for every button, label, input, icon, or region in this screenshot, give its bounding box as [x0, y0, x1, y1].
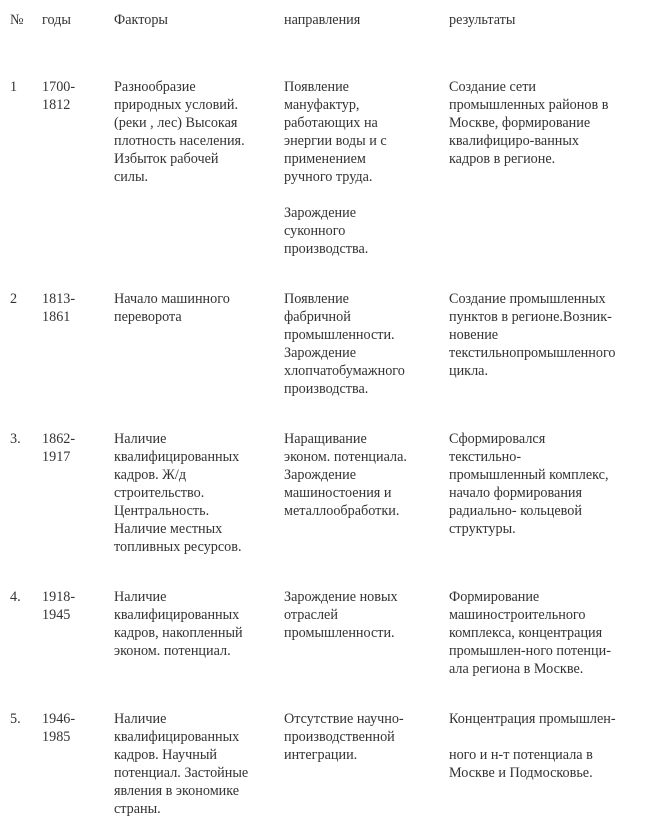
row-num: 2: [10, 291, 18, 307]
row-directions: Зарождение новых отраслей промышленности.: [284, 589, 398, 641]
header-factors: Факторы: [114, 12, 168, 28]
row-years: 1862- 1917: [42, 431, 76, 465]
row-years: 1946- 1985: [42, 711, 76, 745]
row-directions: Отсутствие научно- производственной интеграции.: [284, 711, 404, 763]
row-years: 1700- 1812: [42, 79, 76, 113]
row-results: Сформировался текстильно- промышленный комплекс, начало формирования радиально- кольцевой структуры.: [449, 431, 609, 537]
row-factors: Наличие квалифицированных кадров. Научный потенциал. Застойные явления в экономике страны.: [114, 711, 249, 817]
header-years: годы: [42, 12, 71, 28]
row-factors: Наличие квалифицированных кадров. Ж/д строительство. Центральность. Наличие местных топливных ресурсов.: [114, 431, 242, 555]
row-years: 1813- 1861: [42, 291, 76, 325]
row-factors: Наличие квалифицированных кадров, накопленный эконом. потенциал.: [114, 589, 243, 659]
row-directions: Появление фабричной промышленности. Зарождение хлопчатобумажного производства.: [284, 291, 405, 397]
header-results: результаты: [449, 12, 516, 28]
row-directions: Наращивание эконом. потенциала. Зарождение машиностоения и металлообработки.: [284, 431, 407, 519]
row-num: 1: [10, 79, 18, 95]
row-years: 1918- 1945: [42, 589, 76, 623]
row-results: Формирование машиностроительного комплекса, концентрация промышлен-ного потенци- ала региона в Москве.: [449, 589, 611, 677]
header-num: №: [10, 12, 24, 28]
row-factors: Начало машинного переворота: [114, 291, 230, 325]
row-results: Создание промышленных пунктов в регионе.Возник- новение текстильнопромышленного цикла.: [449, 291, 616, 379]
row-directions: Появление мануфактур, работающих на энергии воды и с применением ручного труда. Зарождение суконного производства.: [284, 79, 387, 257]
row-results: Концентрация промышлен- ного и н-т потенциала в Москве и Подмосковье.: [449, 711, 616, 781]
row-num: 5.: [10, 711, 21, 727]
row-factors: Разнообразие природных условий. (реки , лес) Высокая плотность населения. Избыток рабочей силы.: [114, 79, 245, 185]
header-directions: направления: [284, 12, 361, 28]
row-num: 4.: [10, 589, 21, 605]
row-num: 3.: [10, 431, 21, 447]
row-results: Создание сети промышленных районов в Москве, формирование квалифициро-ванных кадров в регионе.: [449, 79, 609, 167]
